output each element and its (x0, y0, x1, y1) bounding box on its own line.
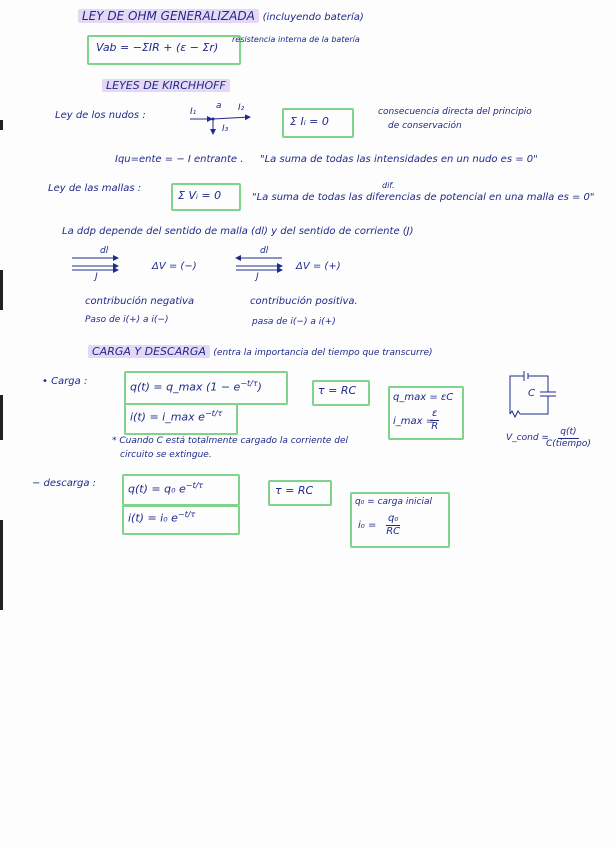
case-pos-j: J (256, 272, 259, 282)
vcond-fraction: q(t) C(tiempo) (546, 427, 591, 449)
discharge-tau: τ = RC (275, 484, 314, 497)
i-max-lhs: i_max = (393, 416, 435, 427)
nodes-formula: Σ Iᵢ = 0 (290, 115, 329, 128)
case-pos-dv: ΔV = (+) (296, 261, 341, 272)
charge-q: q(t) = q_max $(1 - e^{-t/\tau})$ (130, 379, 262, 394)
charge-i: i(t) = i_max $e^{-t/\tau}$ (130, 409, 223, 424)
rc-title: CARGA Y DESCARGA (entra la importancia del tiempo que transcurre) (88, 346, 433, 359)
case-neg-note: Paso de i(+) a i(−) (85, 315, 169, 325)
ohm-formula: Vab = −ΣIR + (ε − Σr) (96, 41, 219, 54)
node-current-down: I₃ (222, 124, 229, 134)
charge-label: • Carga : (42, 376, 88, 387)
mesh-rule: "La suma de todas las diferencias de potencial en una malla es = 0" (252, 192, 595, 203)
mesh-rule-insert: dif. (382, 181, 395, 190)
case-pos-note: pasa de i(−) a i(+) (252, 317, 336, 327)
title: LEY DE OHM GENERALIZADA (incluyendo batería) (78, 10, 364, 23)
ddp-note: La ddp depende del sentido de malla (dl) y del sentido de corriente (J) (62, 226, 414, 237)
q-max: q_max = εC (393, 392, 454, 403)
i0-lhs: i₀ = (358, 520, 377, 531)
node-dot (212, 118, 215, 121)
node-current-in: I₁ (190, 107, 197, 117)
i0-fraction: $\frac{\text{q₀}}{RC}$ (386, 513, 401, 537)
charge-note-2: circuito se extingue. (120, 450, 212, 460)
arrow-out (213, 117, 250, 119)
case-neg-label: contribución negativa (85, 296, 195, 307)
nodes-note-1: consecuencia directa del principio (378, 107, 532, 117)
node-label: a (216, 101, 222, 111)
case-pos-label: contribución positiva. (250, 296, 358, 307)
q0: q₀ = carga inicial (355, 497, 433, 507)
case-neg-dl: dl (100, 246, 109, 256)
mesh-label: Ley de las mallas : (48, 183, 142, 194)
circuit-cap-label: C (528, 388, 535, 399)
case-neg-j: J (95, 272, 98, 282)
nodes-label: Ley de los nudos : (55, 110, 146, 121)
vcond-lhs: V_cond = (506, 433, 549, 443)
ohm-annotation: resistencia interna de la batería (232, 35, 360, 44)
kirchhoff-title: LEYES DE KIRCHHOFF (102, 80, 230, 92)
sum-rule: "La suma de todas las intensidades en un nudo es = 0" (260, 154, 538, 165)
case-neg-dv: ΔV = (−) (152, 261, 197, 272)
discharge-q: q(t) = q₀ $e^{-t/\tau}$ (128, 481, 204, 496)
discharge-i: i(t) = i₀ $e^{-t/\tau}$ (128, 510, 196, 525)
node-current-out: I₂ (238, 103, 245, 113)
tau: τ = RC (318, 384, 357, 397)
charge-note-1: * Cuando C está totalmente cargado la corriente del (112, 436, 349, 446)
i-max-fraction: $\frac{\varepsilon}{R}$ (431, 408, 439, 432)
sign-rule: Iqu=ente = − I entrante . (115, 154, 244, 165)
case-pos-dl: dl (260, 246, 269, 256)
nodes-note-2: de conservación (388, 121, 462, 131)
discharge-label: − descarga : (32, 478, 97, 489)
mesh-formula: Σ Vᵢ = 0 (178, 189, 222, 202)
